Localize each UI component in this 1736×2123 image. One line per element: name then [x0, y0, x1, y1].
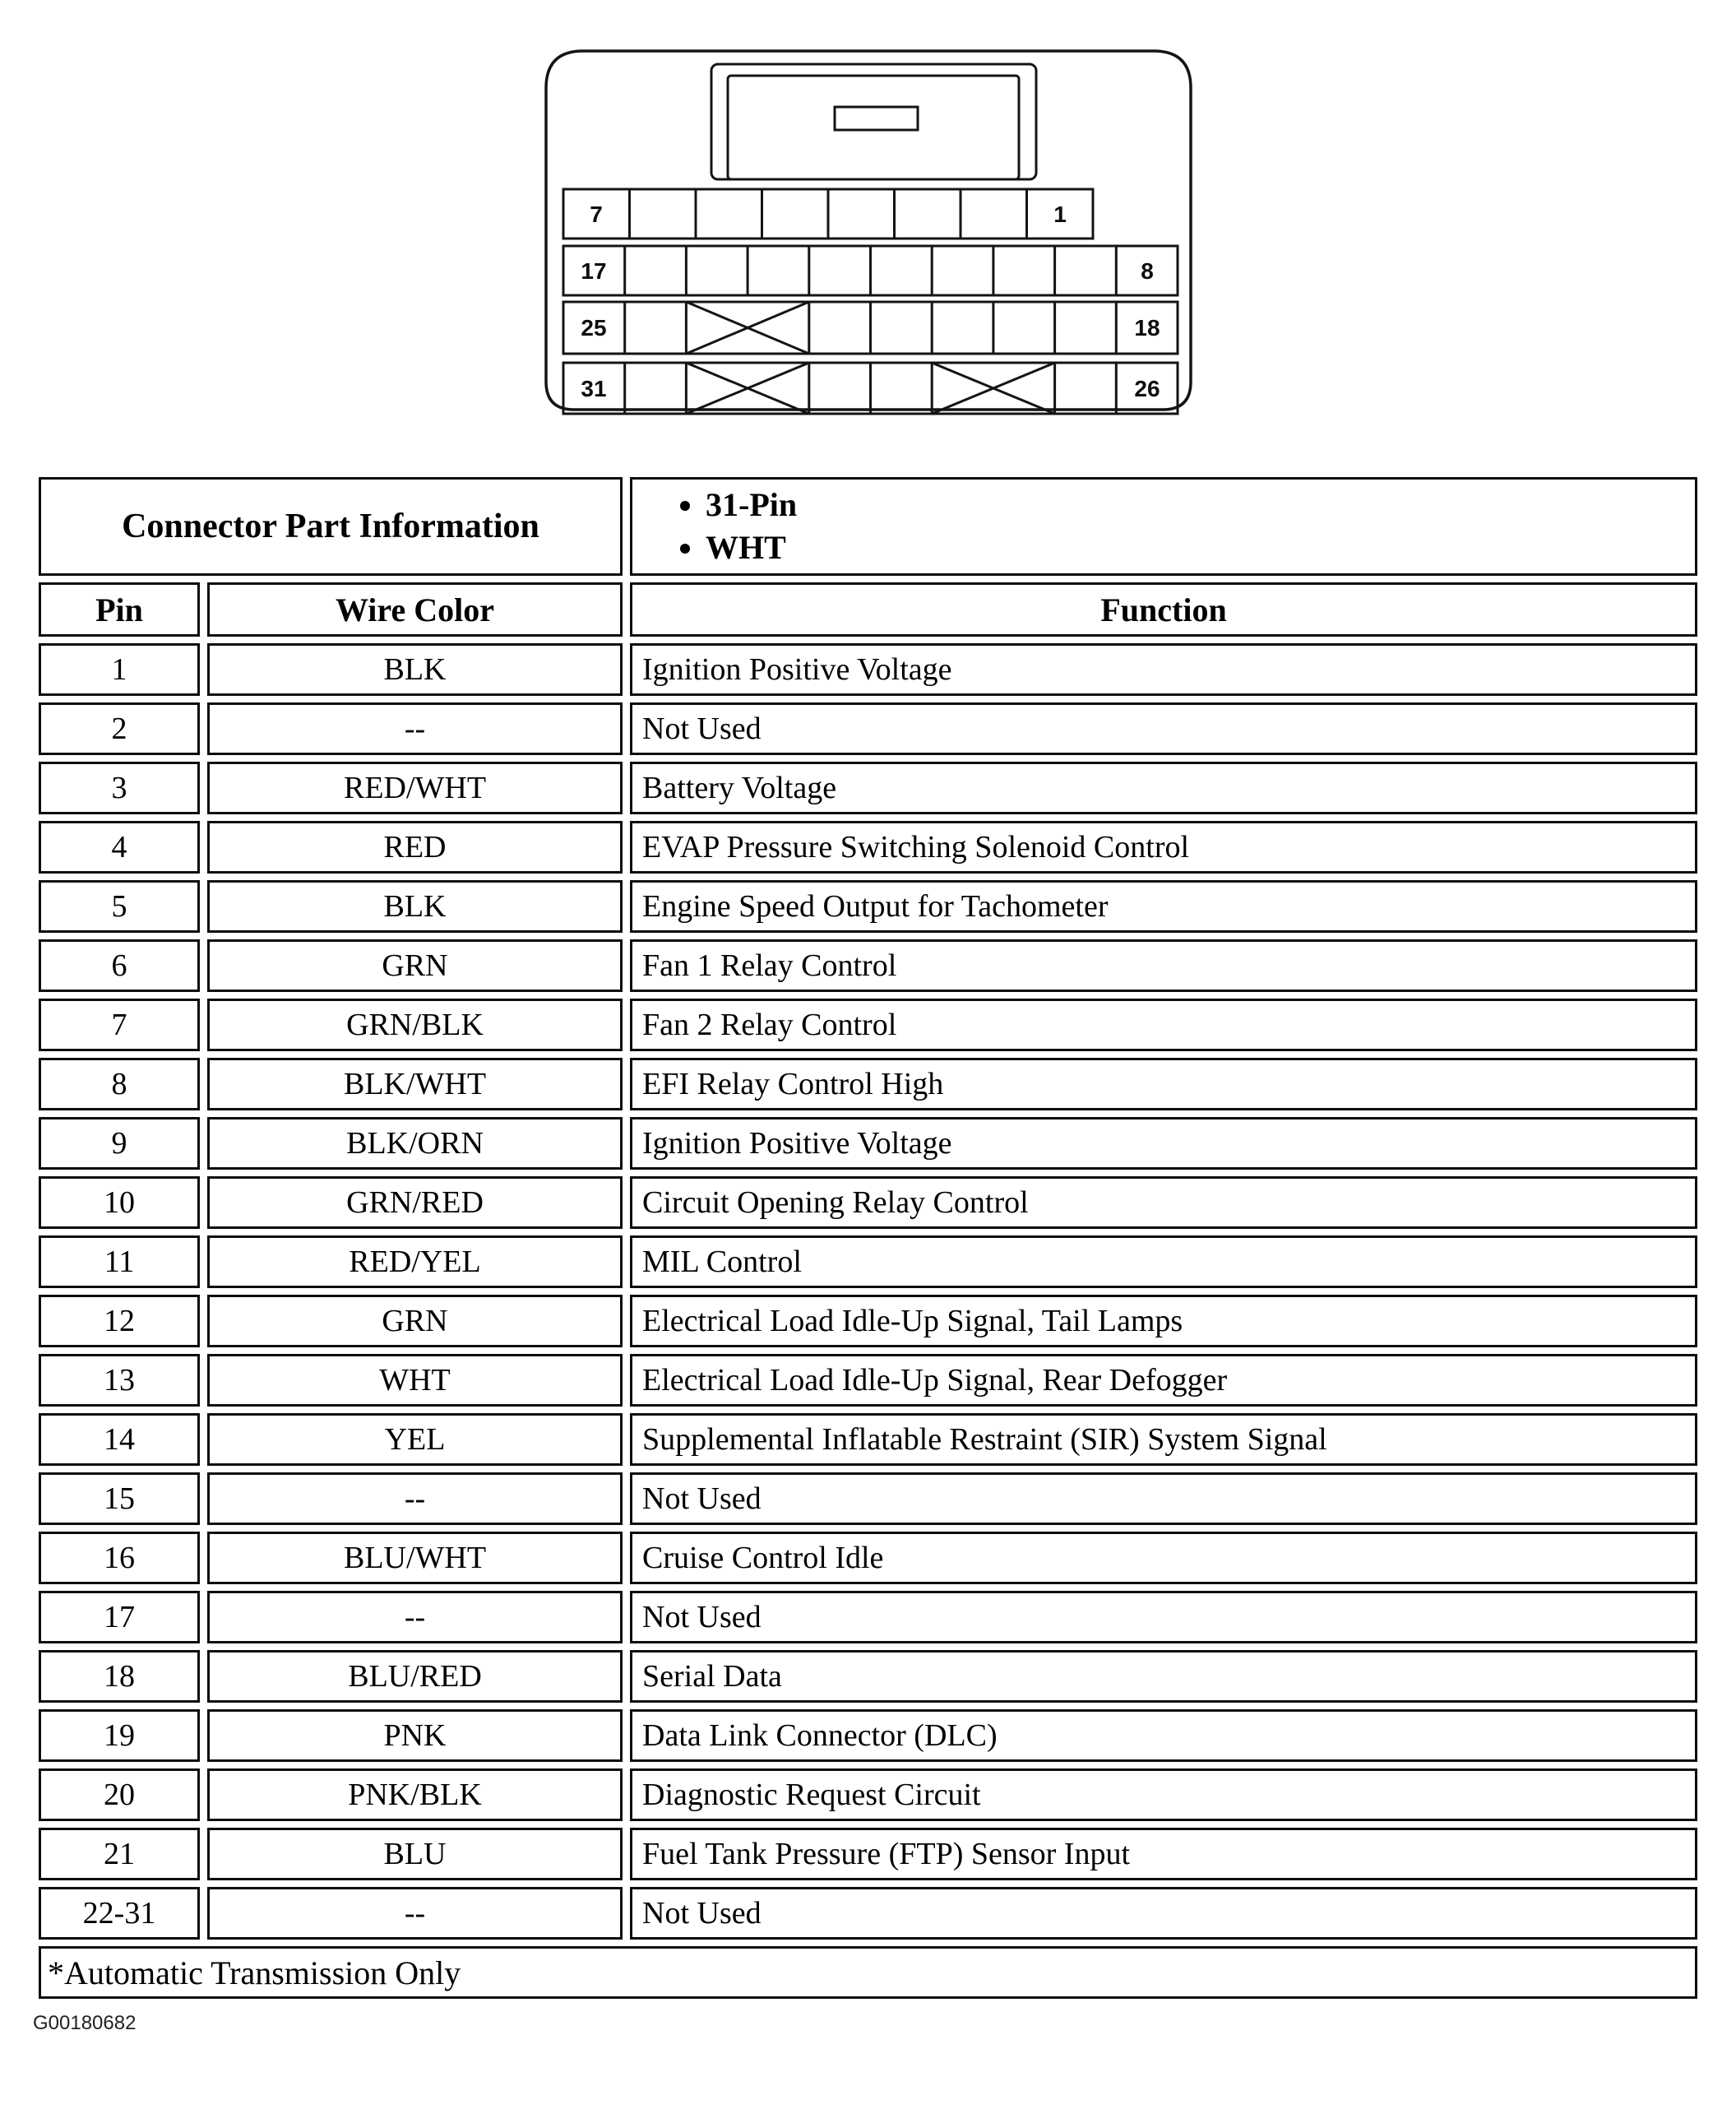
table-row [39, 1591, 1697, 1643]
cell-pin: 13 [39, 1354, 200, 1407]
cell-pin: 12 [39, 1295, 200, 1347]
cell-pin: 10 [39, 1176, 200, 1229]
cell-wire-color: GRN [207, 939, 623, 992]
cell-function: Not Used [630, 1887, 1697, 1940]
table-row [39, 999, 1697, 1051]
cell-pin: 1 [39, 643, 200, 696]
column-header-function: Function [630, 582, 1697, 637]
table-row [39, 762, 1697, 814]
pinout-table [31, 470, 1705, 2005]
pin-number-label: 26 [1133, 376, 1160, 401]
table-row [39, 880, 1697, 933]
cell-wire-color: BLK [207, 643, 623, 696]
cell-pin: 11 [39, 1235, 200, 1288]
cell-function: EVAP Pressure Switching Solenoid Control [630, 821, 1697, 874]
cell-function: Not Used [630, 702, 1697, 755]
pin-number-label: 8 [1140, 258, 1154, 284]
column-header-pin: Pin [39, 582, 200, 637]
cell-function: Supplemental Inflatable Restraint (SIR) System Signal [630, 1413, 1697, 1466]
cell-function: Ignition Positive Voltage [630, 643, 1697, 696]
cell-wire-color: RED/YEL [207, 1235, 623, 1288]
cell-function: Circuit Opening Relay Control [630, 1176, 1697, 1229]
cell-wire-color: PNK [207, 1709, 623, 1762]
table-row [39, 1887, 1697, 1940]
cell-function: Serial Data [630, 1650, 1697, 1703]
cell-function: Ignition Positive Voltage [630, 1117, 1697, 1170]
connector-face-drawing [539, 43, 1197, 429]
table-row [39, 1532, 1697, 1584]
connector-color: • WHT [706, 526, 1694, 569]
table-row [39, 643, 1697, 696]
footnote-text: *Automatic Transmission Only [39, 1946, 1697, 1999]
table-row [39, 1354, 1697, 1407]
pin-number-label: 1 [1053, 202, 1067, 227]
cell-pin: 6 [39, 939, 200, 992]
cell-wire-color: -- [207, 1591, 623, 1643]
cell-pin: 15 [39, 1472, 200, 1525]
cell-function: Not Used [630, 1472, 1697, 1525]
cell-wire-color: GRN/RED [207, 1176, 623, 1229]
pin-number-label: 18 [1133, 315, 1160, 341]
cell-pin: 9 [39, 1117, 200, 1170]
cell-function: Battery Voltage [630, 762, 1697, 814]
pin-rows [39, 643, 1697, 1940]
cell-pin: 4 [39, 821, 200, 874]
cell-wire-color: WHT [207, 1354, 623, 1407]
cell-wire-color: BLK/WHT [207, 1058, 623, 1110]
cell-wire-color: -- [207, 1887, 623, 1940]
cell-pin: 19 [39, 1709, 200, 1762]
table-row [39, 1768, 1697, 1821]
cell-pin: 14 [39, 1413, 200, 1466]
pin-number-label: 25 [580, 315, 607, 341]
cell-wire-color: RED [207, 821, 623, 874]
connector-part-info-label: Connector Part Information [39, 477, 623, 576]
cell-pin: 22-31 [39, 1887, 200, 1940]
cell-function: Engine Speed Output for Tachometer [630, 880, 1697, 933]
cell-pin: 16 [39, 1532, 200, 1584]
cell-pin: 7 [39, 999, 200, 1051]
cell-wire-color: BLU [207, 1828, 623, 1880]
cell-function: Fan 1 Relay Control [630, 939, 1697, 992]
table-row [39, 1413, 1697, 1466]
table-row [39, 1650, 1697, 1703]
table-row [39, 1058, 1697, 1110]
cell-wire-color: -- [207, 702, 623, 755]
pin-number-label: 31 [580, 376, 607, 401]
cell-function: MIL Control [630, 1235, 1697, 1288]
cell-function: Cruise Control Idle [630, 1532, 1697, 1584]
cell-wire-color: BLK/ORN [207, 1117, 623, 1170]
pin-number-label: 17 [580, 258, 607, 284]
cell-wire-color: YEL [207, 1413, 623, 1466]
cell-pin: 8 [39, 1058, 200, 1110]
latch-slot [835, 107, 918, 130]
cell-pin: 18 [39, 1650, 200, 1703]
footnote-row [39, 1946, 1697, 1999]
table-row [39, 1235, 1697, 1288]
connector-attributes-cell [630, 477, 1697, 576]
cell-pin: 21 [39, 1828, 200, 1880]
table-row [39, 702, 1697, 755]
cell-function: Electrical Load Idle-Up Signal, Rear Defogger [630, 1354, 1697, 1407]
cell-function: Electrical Load Idle-Up Signal, Tail Lamps [630, 1295, 1697, 1347]
cell-wire-color: RED/WHT [207, 762, 623, 814]
cell-wire-color: BLU/RED [207, 1650, 623, 1703]
cell-pin: 5 [39, 880, 200, 933]
table-row [39, 821, 1697, 874]
cell-wire-color: -- [207, 1472, 623, 1525]
cell-function: EFI Relay Control High [630, 1058, 1697, 1110]
cell-function: Fan 2 Relay Control [630, 999, 1697, 1051]
cell-pin: 3 [39, 762, 200, 814]
pinout-table-wrap [31, 470, 1705, 2005]
cell-wire-color: GRN/BLK [207, 999, 623, 1051]
cell-wire-color: PNK/BLK [207, 1768, 623, 1821]
cell-pin: 17 [39, 1591, 200, 1643]
connector-pin-count: • 31-Pin [706, 484, 1694, 526]
column-header-row [39, 582, 1697, 637]
table-row [39, 1295, 1697, 1347]
table-row [39, 1117, 1697, 1170]
connector-attributes-list [633, 484, 1694, 569]
table-row [39, 939, 1697, 992]
cell-function: Not Used [630, 1591, 1697, 1643]
table-row [39, 1709, 1697, 1762]
cell-pin: 20 [39, 1768, 200, 1821]
cell-wire-color: BLU/WHT [207, 1532, 623, 1584]
connector-diagram [539, 43, 1197, 429]
column-header-wire-color: Wire Color [207, 582, 623, 637]
table-row [39, 1828, 1697, 1880]
cell-pin: 2 [39, 702, 200, 755]
table-row [39, 1176, 1697, 1229]
table-row [39, 1472, 1697, 1525]
cell-function: Data Link Connector (DLC) [630, 1709, 1697, 1762]
cell-wire-color: BLK [207, 880, 623, 933]
part-info-row [39, 477, 1697, 576]
figure-code: G00180682 [33, 2012, 137, 2034]
cell-wire-color: GRN [207, 1295, 623, 1347]
cell-function: Fuel Tank Pressure (FTP) Sensor Input [630, 1828, 1697, 1880]
pin-number-label: 7 [589, 202, 603, 227]
cell-function: Diagnostic Request Circuit [630, 1768, 1697, 1821]
